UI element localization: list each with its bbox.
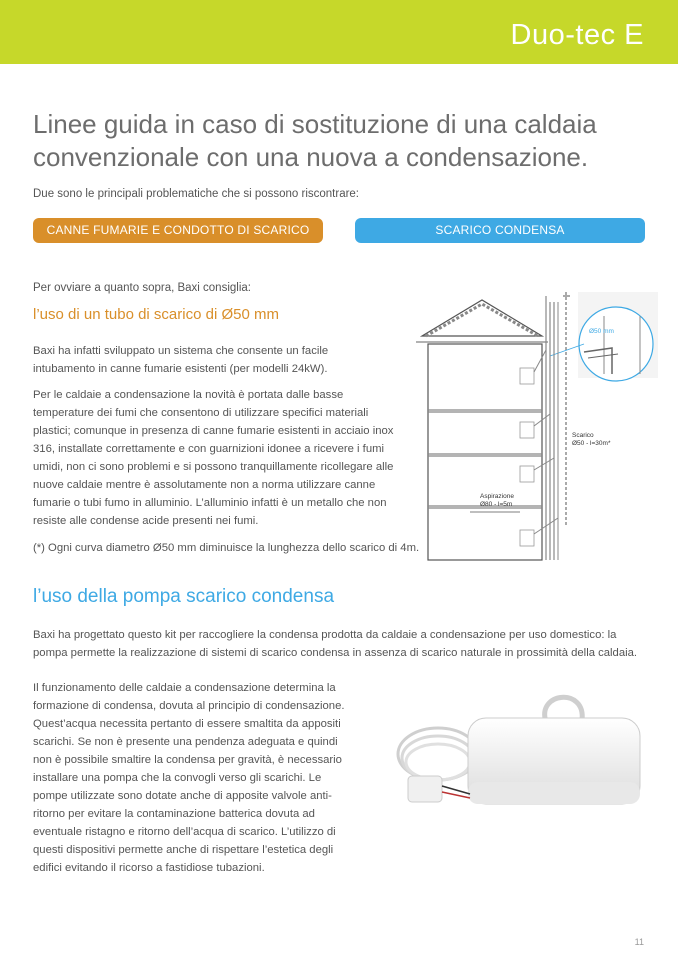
paragraph-intubamento: Baxi ha infatti sviluppato un sistema che consente un facile intubamento in canne fumarie esistenti (per modelli 24kW). bbox=[33, 345, 329, 375]
page-title-line1: Linee guida in caso di sostituzione di una caldaia bbox=[33, 109, 597, 139]
tab-canne-fumarie[interactable]: CANNE FUMARIE E CONDOTTO DI SCARICO FUMI bbox=[33, 218, 323, 243]
advice-text: Per ovviare a quanto sopra, Baxi consiglia: bbox=[33, 282, 251, 294]
intro-text: Due sono le principali problematiche che si possono riscontrare: bbox=[33, 188, 360, 200]
page-number: 11 bbox=[634, 937, 644, 947]
detail-circle bbox=[579, 307, 653, 381]
aspirazione-spec: Ø80 - l=5m bbox=[480, 501, 513, 508]
paragraph-kit-pompa: Baxi ha progettato questo kit per raccogliere la condensa prodotta da caldaie a condensazione per uso domestico: la pompa permette la realizzazione di sistemi di scarico condensa in assenza di scarico naturale in prossimità della caldaia. bbox=[33, 629, 638, 659]
page-title-line2: convenzionale con una nuova a condensazione. bbox=[33, 142, 589, 172]
tab-scarico-condensa[interactable]: SCARICO CONDENSA bbox=[355, 218, 645, 243]
section-title-pompa: l’uso della pompa scarico condensa bbox=[33, 586, 335, 607]
header-title: Duo-tec E bbox=[510, 19, 644, 51]
building-diagram bbox=[408, 286, 660, 564]
paragraph-condensazione: Per le caldaie a condensazione la novità è portata dalle basse temperature dei fumi che consentono di utilizzare specifici materiali plastici; comunque in presenza di canne fumarie esistenti in acciaio inox 316, installate correttamente e con guarnizioni idonee a ricevere i fumi umidi, non ci sono problemi e si possono tranquillamente ricollegare alle nuove caldaie mentre è assolutamente non a norma utilizzare canne fumarie o tubi fumo in alluminio. L’alluminio infatti è un metallo che non resiste alle condense acide presenti nei fumi. bbox=[33, 389, 394, 527]
paragraph-funzionamento: Il funzionamento delle caldaie a condensazione determina la formazione di condensa, dovuta al principio di condensazione. Quest’acqua necessita pertanto di essere smaltita da appositi scarichi. Se non è presente una pendenza adeguata e quindi non è possibile smaltire la condensa per gravità, è necessario installare una pompa che la convogli verso gli scarichi. Le pompe utilizzate sono dotate anche di apposite valvole anti-ritorno per evitare la contaminazione batterica dovuta ad eventuale ristagno e ritorno dell’acqua di scarico. L’utilizzo di questi dispositivi permette anche di rispettare l’estetica degli edifici evitando il ricorso a fastidiose tubazioni. bbox=[33, 682, 345, 874]
header-bar bbox=[0, 0, 678, 64]
footnote-curva: (*) Ogni curva diametro Ø50 mm diminuisce la lunghezza dello scarico di 4m. bbox=[33, 542, 420, 554]
page-title bbox=[33, 108, 633, 174]
condensate-pump-image bbox=[386, 682, 658, 838]
scarico-spec: Ø50 - l=30m* bbox=[572, 440, 611, 447]
aspirazione-label: Aspirazione bbox=[480, 493, 514, 500]
scarico-label: Scarico bbox=[572, 432, 594, 439]
subheading-tubo-scarico: l’uso di un tubo di scarico di Ø50 mm bbox=[33, 306, 279, 323]
detail-diameter-label: Ø50 mm bbox=[589, 328, 614, 335]
